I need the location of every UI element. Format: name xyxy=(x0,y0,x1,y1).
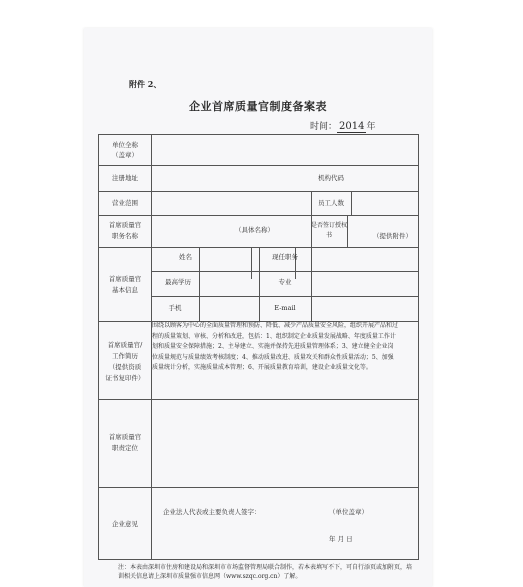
label-major: 专业 xyxy=(278,278,292,286)
label-cqo-title-2: 职务名称 xyxy=(112,232,138,240)
time-field xyxy=(310,119,375,132)
row-divider xyxy=(99,399,418,400)
label-opinion: 企业意见 xyxy=(112,520,138,528)
label-name: 姓名 xyxy=(179,253,192,261)
company-name-field[interactable] xyxy=(152,136,417,164)
duty-description: 围绕以顾客为中心的全面质量管理和预防、降低、减少产品质量安全风险，组织开展产品和过程的质量策划、审核、分析和改进，包括：1、组织制定企业质量发展战略、年度质量工作计划和质量安全保障措施；2、主导建立、实施并保持先进质量管理体系；3、建立健全企业岗位质量规范与质量绩效考核制度；4、推动质量改进、质量攻关和群众性质量活动；5、加强质量统计分析，实施质量成本管理；6、开展质量教育培训，建设企业质量文化等。 xyxy=(152,322,399,371)
row-divider xyxy=(99,487,418,488)
label-provide-attachment: （提供附件） xyxy=(373,232,412,240)
label-resume-4: 证书复印件） xyxy=(105,374,145,382)
column-divider xyxy=(295,247,296,279)
label-resume-2: 工作简历 xyxy=(112,352,138,360)
label-basic-info-2: 基本信息 xyxy=(112,286,138,294)
label-resume-3: （提供资质 xyxy=(108,363,142,371)
label-education: 最高学历 xyxy=(165,278,191,286)
label-duty-2: 职责定位 xyxy=(112,444,138,452)
label-phone: 手机 xyxy=(168,304,182,312)
employee-count-field[interactable] xyxy=(352,192,417,214)
label-company-name: 单位全称 xyxy=(112,141,138,149)
time-year-suffix: 年 xyxy=(366,122,376,132)
column-divider xyxy=(311,247,312,321)
label-unit-seal: （单位盖章） xyxy=(329,508,368,516)
column-divider xyxy=(251,247,252,279)
label-specific-name: （具体名称） xyxy=(235,226,274,234)
label-registered-address: 注册地址 xyxy=(112,174,138,182)
row-divider xyxy=(99,215,418,216)
label-company-seal: （盖章） xyxy=(112,151,138,159)
time-label: 时间： xyxy=(310,122,338,132)
label-basic-info-1: 首席质量官 xyxy=(108,275,142,283)
label-year-month-day: 年 月 日 xyxy=(329,535,353,543)
registered-address-field[interactable] xyxy=(152,166,310,190)
label-email: E-mail xyxy=(274,304,296,312)
column-divider xyxy=(199,247,200,321)
time-year: 2014 xyxy=(339,121,365,132)
org-code-field[interactable] xyxy=(352,166,417,190)
label-legal-rep-sign: 企业法人代表或主要负责人签字： xyxy=(163,508,261,516)
attachment-label: 附件 2、 xyxy=(129,79,162,89)
label-employee-count: 员工人数 xyxy=(318,199,344,207)
label-duty-1: 首席质量官 xyxy=(108,433,142,441)
document-sheet xyxy=(84,28,432,587)
label-resume-1: 首席质量官/ xyxy=(107,341,143,349)
row-divider xyxy=(151,296,418,297)
label-org-code: 机构代码 xyxy=(318,174,344,182)
label-cqo-title-1: 首席质量官 xyxy=(108,221,142,229)
column-divider xyxy=(347,215,348,247)
label-business-scope: 营业范围 xyxy=(112,199,138,207)
label-sign-authorization: 是否签订授权书 xyxy=(311,222,348,239)
document-title: 企业首席质量官制度备案表 xyxy=(189,100,327,113)
row-divider xyxy=(151,271,418,272)
business-scope-field[interactable] xyxy=(152,192,310,214)
label-current-position: 现任职务 xyxy=(272,253,298,261)
footnote: 注：本表由深圳市住房和建设局和深圳市市场监督管理局联合制作，若本表填写不下，可自行添页或加附页，培训相关信息请上深圳市质量强市信息网（www.szqc.org.cn）了解。 xyxy=(118,564,413,580)
